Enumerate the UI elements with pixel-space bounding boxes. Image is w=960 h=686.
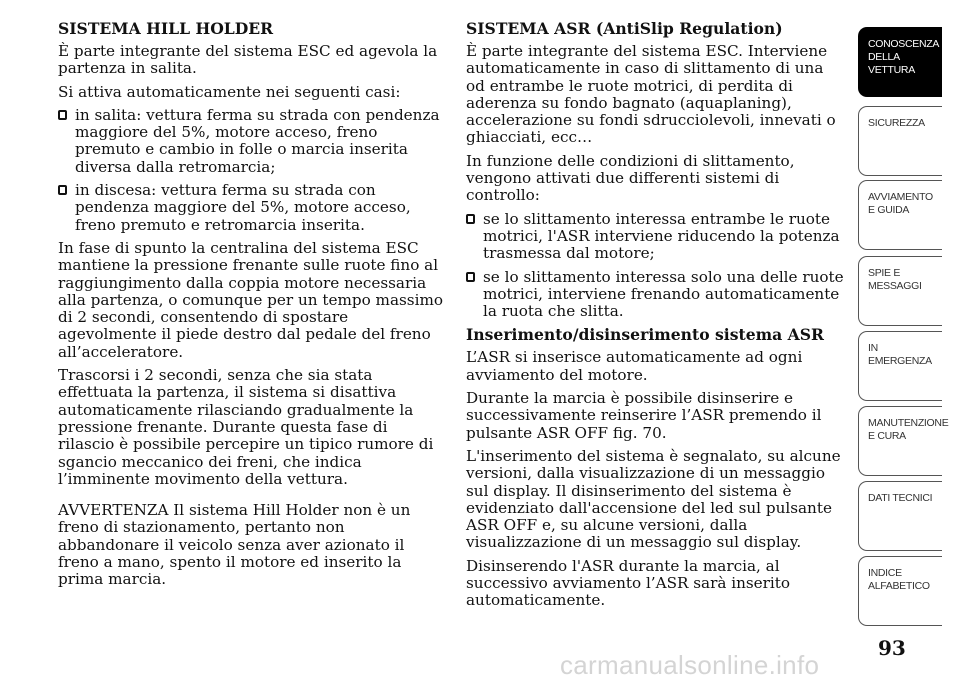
bullet-text: in salita: vettura ferma su strada con pendenza maggiore del 5%, motore acceso, freno premuto e cambio in folle o marcia inserita diversa dalla retromarcia; bbox=[75, 105, 440, 176]
paragraph: L’ASR si inserisce automaticamente ad ogni avviamento del motore. bbox=[466, 348, 803, 384]
tab-dati-tecnici[interactable]: DATI TECNICI bbox=[858, 481, 942, 551]
paragraph: L'inserimento del sistema è segnalato, su alcune versioni, dalla visualizzazione di un messaggio sul display. Il disinserimento del sistema è evidenziato dall'accensione del led sul pulsante ASR OFF e, su alcune versioni, dalla visualizzazione di un messaggio sul display. bbox=[466, 446, 841, 552]
left-column bbox=[58, 20, 443, 595]
tab-manutenzione-e-cura[interactable]: MANUTENZIONE E CURA bbox=[858, 406, 942, 476]
paragraph: Durante la marcia è possibile disinserire e successivamente reinserire l’ASR premendo il pulsante ASR OFF fig. 70. bbox=[466, 389, 822, 442]
checkbox-bullet-icon bbox=[466, 272, 475, 282]
watermark: carmanualsonline.info bbox=[560, 650, 820, 680]
paragraph: Trascorsi i 2 secondi, senza che sia stata effettuata la partenza, il sistema si disattiva automaticamente rilasciando gradualmente la pressione frenante. Durante questa fase di rilascio è possibile percepire un tipico rumore di sgancio meccanico dei freni, che indica l’imminente movimento della vettura. bbox=[58, 366, 434, 488]
bullet-text: in discesa: vettura ferma su strada con pendenza maggiore del 5%, motore acceso, freno premuto e retromarcia inserita. bbox=[75, 181, 411, 234]
bullet-item bbox=[466, 211, 846, 263]
tab-avviamento-e-guida[interactable]: AVVIAMENTO E GUIDA bbox=[858, 180, 942, 250]
tab-in-emergenza[interactable]: IN EMERGENZA bbox=[858, 331, 942, 401]
paragraph: È parte integrante del sistema ESC ed agevola la partenza in salita. bbox=[58, 42, 438, 78]
asr-title: SISTEMA ASR (AntiSlip Regulation) bbox=[466, 19, 783, 38]
tab-sicurezza[interactable]: SICUREZZA bbox=[858, 106, 942, 176]
paragraph: In funzione delle condizioni di slittamento, vengono attivati due differenti sistemi di controllo: bbox=[466, 151, 795, 205]
bullet-item bbox=[58, 182, 443, 234]
checkbox-bullet-icon bbox=[58, 185, 67, 195]
paragraph: Disinserendo l'ASR durante la marcia, al successivo avviamento l’ASR sarà inserito automaticamente. bbox=[466, 556, 791, 610]
checkbox-bullet-icon bbox=[466, 214, 475, 224]
hill-holder-title: SISTEMA HILL HOLDER bbox=[58, 19, 274, 38]
paragraph: È parte integrante del sistema ESC. Interviene automaticamente in caso di slittamento di una od entrambe le ruote motrici, di perdita di aderenza su fondo bagnato (aquaplaning), accelerazione su fondi sdrucciolevoli, innevati o ghiacciati, ecc… bbox=[466, 42, 836, 147]
bullet-text: se lo slittamento interessa entrambe le ruote motrici, l'ASR interviene riducendo la potenza trasmessa dal motore; bbox=[483, 209, 840, 263]
bullet-text: se lo slittamento interessa solo una delle ruote motrici, interviene frenando automaticamente la ruota che slitta. bbox=[483, 267, 844, 321]
tab-spie-e-messaggi[interactable]: SPIE E MESSAGGI bbox=[858, 256, 942, 326]
paragraph: Si attiva automaticamente nei seguenti casi: bbox=[58, 82, 401, 101]
paragraph: In fase di spunto la centralina del sistema ESC mantiene la pressione frenante sulle ruote fino al raggiungimento dalla coppia motore necessaria alla partenza, o comunque per un tempo massimo di 2 secondi, consentendo di spostare agevolmente il piede destro dal pedale del freno all’acceleratore. bbox=[58, 238, 443, 361]
checkbox-bullet-icon bbox=[58, 110, 67, 120]
asr-subtitle: Inserimento/disinserimento sistema ASR bbox=[466, 325, 824, 345]
tab-conoscenza-della-vettura[interactable]: CONOSCENZA DELLA VETTURA bbox=[858, 27, 942, 97]
tab-indice-alfabetico[interactable]: INDICE ALFABETICO bbox=[858, 556, 942, 626]
right-column bbox=[466, 20, 846, 616]
bullet-item bbox=[58, 107, 443, 176]
bullet-item bbox=[466, 269, 846, 321]
page-number: 93 bbox=[878, 636, 906, 660]
warning-text: AVVERTENZA Il sistema Hill Holder non è un freno di stazionamento, pertanto non abbandonare il veicolo senza aver azionato il freno a mano, spento il motore ed inserito la prima marcia. bbox=[58, 501, 411, 589]
